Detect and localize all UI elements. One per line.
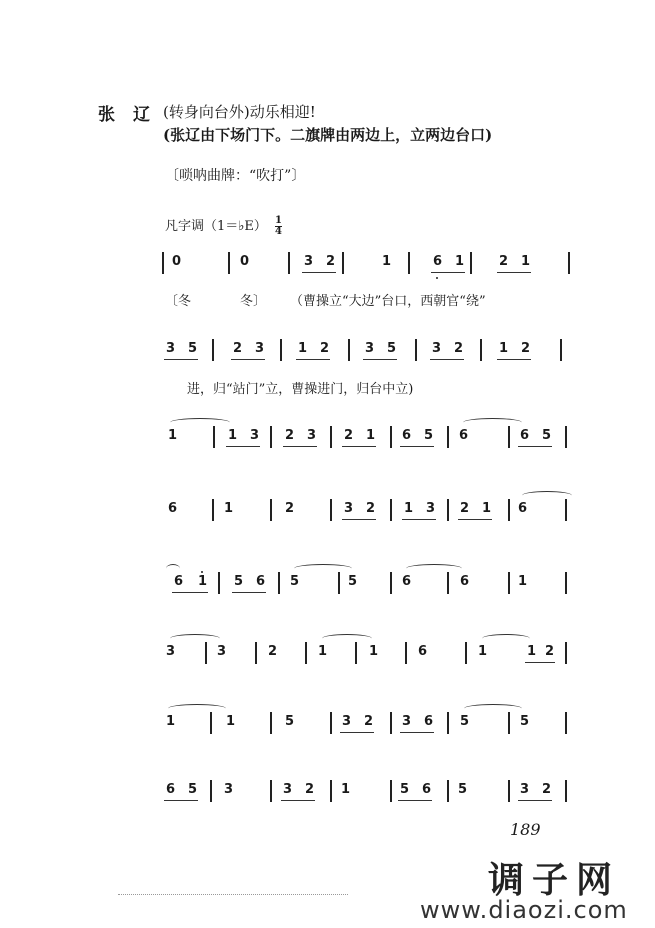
eighth-underline: [458, 519, 492, 520]
note: 1: [404, 501, 414, 516]
barline: [415, 339, 417, 361]
staff-row: [0, 778, 655, 808]
barline: [212, 339, 214, 361]
note: 1: [478, 644, 488, 659]
slur-arc: [322, 634, 372, 643]
barline: [270, 426, 272, 448]
lyric-line: 进，归“站门”立，曹操进门，归台中立): [187, 382, 414, 397]
eighth-underline: [525, 662, 555, 663]
note: 5: [348, 574, 358, 589]
staff-row: [0, 337, 655, 367]
note: 3: [250, 428, 260, 443]
barline: [390, 780, 392, 802]
barline: [565, 780, 567, 802]
note: 1: [482, 501, 492, 516]
staff-row: [0, 640, 655, 670]
note: 2: [305, 782, 315, 797]
barline: [278, 572, 280, 594]
note: 1: [226, 714, 236, 729]
barline: [508, 572, 510, 594]
barline: [210, 780, 212, 802]
note: 2: [454, 341, 464, 356]
note: 5: [387, 341, 397, 356]
eighth-underline: [400, 446, 434, 447]
barline: [330, 499, 332, 521]
note: 5: [285, 714, 295, 729]
note: 2: [542, 782, 552, 797]
stage-direction-1: (转身向台外)动乐相迎!: [163, 103, 316, 121]
high-octave-dot: [201, 571, 203, 573]
note: 1: [518, 574, 528, 589]
barline: [470, 252, 472, 274]
barline: [270, 499, 272, 521]
note: 3: [342, 714, 352, 729]
barline: [305, 642, 307, 664]
time-signature: [275, 216, 282, 237]
note: 2: [366, 501, 376, 516]
note: 1: [168, 428, 178, 443]
note: 3: [224, 782, 234, 797]
note: 2: [285, 501, 295, 516]
note: 3: [307, 428, 317, 443]
slur-arc: [170, 418, 230, 427]
eighth-underline: [518, 800, 552, 801]
barline: [338, 572, 340, 594]
eighth-underline: [164, 800, 198, 801]
slur-arc: [294, 564, 352, 573]
note: 2: [285, 428, 295, 443]
note: 2: [499, 254, 509, 269]
staff-row: [0, 250, 655, 280]
barline: [255, 642, 257, 664]
barline: [210, 712, 212, 734]
lyric-line: 〔冬: [165, 294, 192, 309]
eighth-underline: [172, 592, 208, 593]
eighth-underline: [398, 800, 432, 801]
note: 6: [418, 644, 428, 659]
staff-row: [0, 570, 655, 600]
note: 1: [224, 501, 234, 516]
note: 1: [499, 341, 509, 356]
note: 1: [527, 644, 537, 659]
slur-arc: [464, 704, 522, 713]
note: 5: [188, 341, 198, 356]
barline: [508, 712, 510, 734]
barline: [565, 712, 567, 734]
staff-row: [0, 710, 655, 740]
note: 0: [240, 254, 250, 269]
barline: [568, 252, 570, 274]
eighth-underline: [164, 359, 198, 360]
note: 6: [256, 574, 266, 589]
barline: [348, 339, 350, 361]
eighth-underline: [226, 446, 260, 447]
eighth-underline: [497, 272, 531, 273]
barline: [508, 780, 510, 802]
eighth-underline: [296, 359, 330, 360]
barline: [228, 252, 230, 274]
qupai-label: 〔唢呐曲牌：“吹打”〕: [165, 168, 306, 184]
note: 5: [188, 782, 198, 797]
note: 3: [166, 341, 176, 356]
barline: [405, 642, 407, 664]
eighth-underline: [302, 272, 336, 273]
barline: [390, 426, 392, 448]
barline: [330, 780, 332, 802]
note: 2: [320, 341, 330, 356]
barline: [508, 499, 510, 521]
page-number: 189: [510, 820, 541, 839]
watermark-title: 调子网: [488, 860, 621, 901]
eighth-underline: [431, 272, 465, 273]
note: 3: [402, 714, 412, 729]
eighth-underline: [232, 592, 266, 593]
note: 1: [228, 428, 238, 443]
slur-arc: [168, 704, 226, 713]
note: 1: [521, 254, 531, 269]
lyric-line: 冬〕: [240, 294, 267, 309]
note: 3: [432, 341, 442, 356]
barline: [355, 642, 357, 664]
note: 6: [520, 428, 530, 443]
barline: [270, 780, 272, 802]
note: 3: [166, 644, 176, 659]
time-sig-numerator: 1: [275, 215, 283, 226]
barline: [565, 499, 567, 521]
note: 5: [424, 428, 434, 443]
note: 5: [460, 714, 470, 729]
eighth-underline: [231, 359, 265, 360]
barline: [270, 712, 272, 734]
eighth-underline: [402, 519, 436, 520]
note: 1: [455, 254, 465, 269]
eighth-underline: [281, 800, 315, 801]
note: 6: [168, 501, 178, 516]
note: 1: [298, 341, 308, 356]
note: 2: [364, 714, 374, 729]
note: 2: [545, 644, 555, 659]
barline: [330, 426, 332, 448]
barline: [212, 499, 214, 521]
eighth-underline: [363, 359, 397, 360]
slur-arc: [463, 418, 522, 427]
note: 3: [520, 782, 530, 797]
barline: [565, 642, 567, 664]
barline: [408, 252, 410, 274]
eighth-underline: [430, 359, 464, 360]
note: 6: [402, 428, 412, 443]
note: 3: [217, 644, 227, 659]
stage-direction-2: (张辽由下场门下。二旗牌由两边上，立两边台口): [163, 126, 493, 144]
note: 0: [172, 254, 182, 269]
eighth-underline: [400, 732, 434, 733]
note: 2: [233, 341, 243, 356]
key-label: 凡字调（1＝♭E）: [165, 219, 267, 234]
note: 5: [520, 714, 530, 729]
note: 5: [234, 574, 244, 589]
footer-scan-noise: [118, 894, 348, 897]
note: 3: [365, 341, 375, 356]
note: 3: [426, 501, 436, 516]
note: 6: [402, 574, 412, 589]
barline: [447, 426, 449, 448]
barline: [465, 642, 467, 664]
barline: [390, 712, 392, 734]
time-sig-denominator: 4: [275, 226, 283, 237]
note: 6: [424, 714, 434, 729]
barline: [205, 642, 207, 664]
eighth-underline: [497, 359, 531, 360]
note: 1: [166, 714, 176, 729]
barline: [390, 499, 392, 521]
note: 5: [290, 574, 300, 589]
note: 2: [460, 501, 470, 516]
barline: [218, 572, 220, 594]
barline: [560, 339, 562, 361]
note: 2: [521, 341, 531, 356]
note: 6: [460, 574, 470, 589]
note: 1: [382, 254, 392, 269]
note: 1: [198, 574, 208, 589]
eighth-underline: [518, 446, 552, 447]
note: 6: [518, 501, 528, 516]
speaker-name: 张辽: [98, 105, 168, 125]
barline: [390, 572, 392, 594]
note: 5: [400, 782, 410, 797]
barline: [288, 252, 290, 274]
barline: [447, 572, 449, 594]
note: 2: [268, 644, 278, 659]
key-signature: [165, 215, 282, 237]
staff-row: [0, 424, 655, 454]
note: 2: [344, 428, 354, 443]
note: 5: [542, 428, 552, 443]
note: 1: [341, 782, 351, 797]
note: 3: [344, 501, 354, 516]
slur-arc: [170, 634, 220, 643]
staff-row: [0, 497, 655, 527]
slur-arc: [522, 491, 572, 500]
barline: [280, 339, 282, 361]
note: 3: [283, 782, 293, 797]
note: 6: [174, 574, 184, 589]
barline: [447, 499, 449, 521]
lyric-line: （曹操立“大边”台口，西朝官“绕”: [290, 294, 486, 309]
barline: [213, 426, 215, 448]
barline: [447, 780, 449, 802]
note: 3: [255, 341, 265, 356]
note: 1: [318, 644, 328, 659]
barline: [565, 572, 567, 594]
note: 1: [369, 644, 379, 659]
eighth-underline: [340, 732, 374, 733]
note: 3: [304, 254, 314, 269]
barline: [565, 426, 567, 448]
slur-arc: [482, 634, 530, 643]
eighth-underline: [283, 446, 317, 447]
eighth-underline: [342, 446, 376, 447]
note: 6: [166, 782, 176, 797]
note: 2: [326, 254, 336, 269]
note: 6: [459, 428, 469, 443]
eighth-underline: [342, 519, 376, 520]
slur-arc: [166, 564, 180, 573]
barline: [447, 712, 449, 734]
note: 6: [433, 254, 443, 269]
low-octave-dot: [436, 277, 438, 279]
note: 1: [366, 428, 376, 443]
watermark-url: www.diaozi.com: [420, 896, 628, 924]
barline: [508, 426, 510, 448]
barline: [342, 252, 344, 274]
barline: [162, 252, 164, 274]
note: 6: [422, 782, 432, 797]
barline: [330, 712, 332, 734]
barline: [480, 339, 482, 361]
note: 5: [458, 782, 468, 797]
slur-arc: [406, 564, 462, 573]
